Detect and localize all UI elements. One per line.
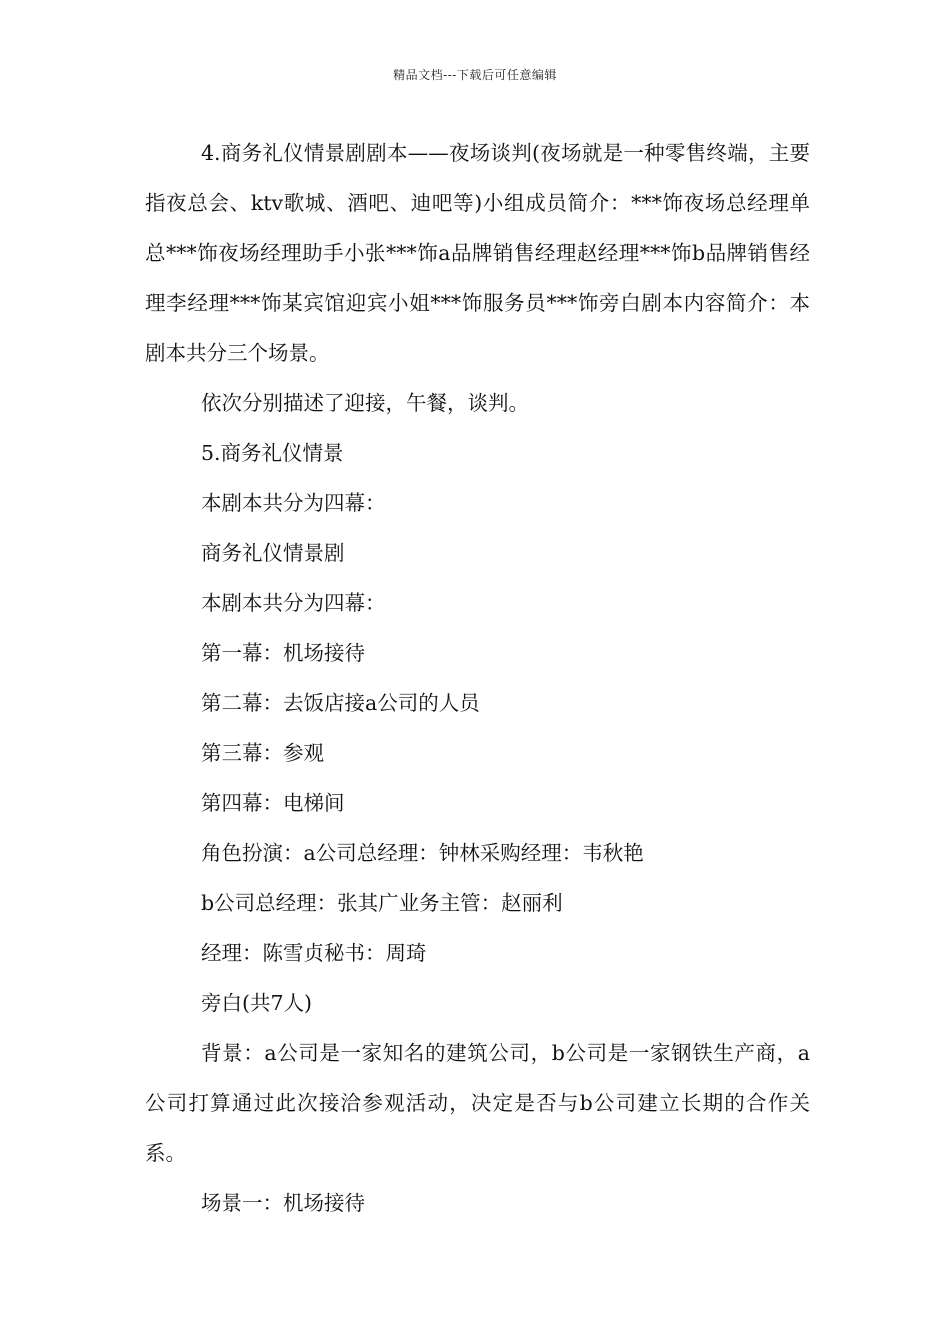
paragraph-four-acts-1: 本剧本共分为四幕： (201, 491, 386, 515)
paragraph-background: 背景：a公司是一家知名的建筑公司，b公司是一家钢铁生产商，a公司打算通过此次接洽参观活动，决定是否与b公司建立长期的合作关系。 (145, 1041, 810, 1165)
paragraph-four-acts-2: 本剧本共分为四幕： (201, 591, 386, 615)
paragraph-act-4: 第四幕：电梯间 (201, 791, 345, 815)
paragraph-act-1: 第一幕：机场接待 (201, 641, 365, 665)
page-header: 精品文档---下载后可任意编辑 (393, 68, 557, 82)
paragraph-roles-managers: 经理：陈雪贞秘书：周琦 (201, 941, 427, 965)
document-body (145, 128, 810, 1228)
paragraph-play-title: 商务礼仪情景剧 (201, 541, 345, 565)
paragraph-roles-b: b公司总经理：张其广业务主管：赵丽利 (201, 891, 563, 915)
paragraph-scenes-summary: 依次分别描述了迎接，午餐，谈判。 (201, 391, 529, 415)
paragraph-narrator: 旁白(共7人) (201, 991, 313, 1015)
paragraph-scene-one: 场景一：机场接待 (201, 1191, 365, 1215)
paragraph-section-5-title: 5.商务礼仪情景 (201, 441, 344, 465)
paragraph-scene-4-intro: 4.商务礼仪情景剧剧本——夜场谈判(夜场就是一种零售终端，主要指夜总会、ktv歌城、酒吧、迪吧等)小组成员简介：***饰夜场总经理单总***饰夜场经理助手小张***饰a品牌销售经理赵经理***饰b品牌销售经理李经理***饰某宾馆迎宾小姐***饰服务员***饰旁白剧本内容简介：本剧本共分三个场景。 (145, 141, 810, 365)
paragraph-act-3: 第三幕：参观 (201, 741, 324, 765)
paragraph-roles-a: 角色扮演：a公司总经理：钟林采购经理：韦秋艳 (201, 841, 644, 865)
paragraph-act-2: 第二幕：去饭店接a公司的人员 (201, 691, 480, 715)
